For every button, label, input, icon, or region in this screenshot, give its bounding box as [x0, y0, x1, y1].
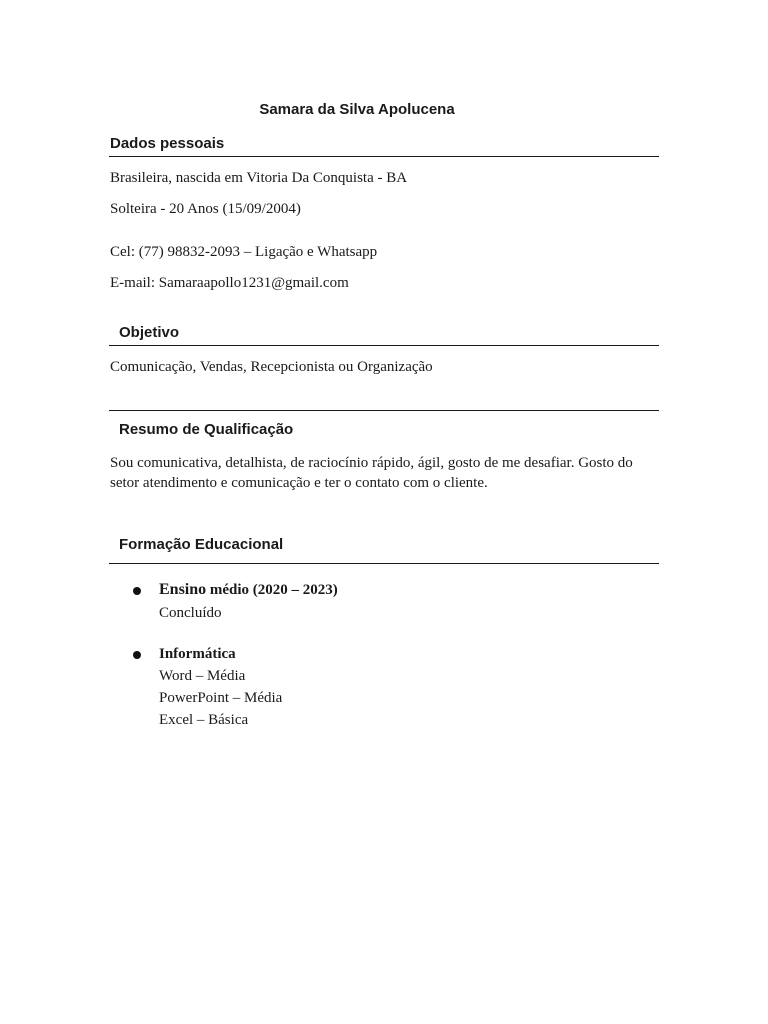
section-divider: [109, 345, 659, 346]
section-title-objective: Objetivo: [119, 324, 180, 341]
education-item-detail: Concluído: [159, 605, 222, 621]
section-divider: [109, 410, 659, 411]
education-item-detail: PowerPoint – Média: [159, 690, 283, 706]
education-item-detail: Excel – Básica: [159, 712, 249, 728]
section-title-summary: Resumo de Qualificação: [119, 421, 294, 438]
civil-status-text: Solteira - 20 Anos (15/09/2004): [110, 201, 301, 217]
education-item-title: Informática: [159, 646, 236, 662]
nationality-text: Brasileira, nascida em Vitoria Da Conquista - BA: [110, 170, 408, 186]
bullet-icon: [133, 651, 141, 659]
summary-text: Sou comunicativa, detalhista, de raciocínio rápido, ágil, gosto de me desafiar. Gosto do setor atendimento e comunicação e ter o contato com o cliente.: [110, 455, 633, 491]
education-item-title-rest: médio (2020 – 2023): [206, 582, 338, 598]
section-divider: [109, 156, 659, 157]
section-title-education: Formação Educacional: [119, 536, 284, 553]
resume-name: Samara da Silva Apolucena: [259, 101, 455, 118]
education-item-title-main: Ensino: [159, 581, 207, 598]
section-title-personal: Dados pessoais: [110, 135, 225, 152]
education-item-title: [159, 580, 338, 600]
email-text: E-mail: Samaraapollo1231@gmail.com: [110, 275, 349, 291]
objective-text: Comunicação, Vendas, Recepcionista ou Organização: [110, 359, 433, 375]
phone-text: Cel: (77) 98832-2093 – Ligação e Whatsapp: [110, 244, 378, 260]
section-divider: [109, 563, 659, 564]
bullet-icon: [133, 587, 141, 595]
education-item-detail: Word – Média: [159, 668, 246, 684]
